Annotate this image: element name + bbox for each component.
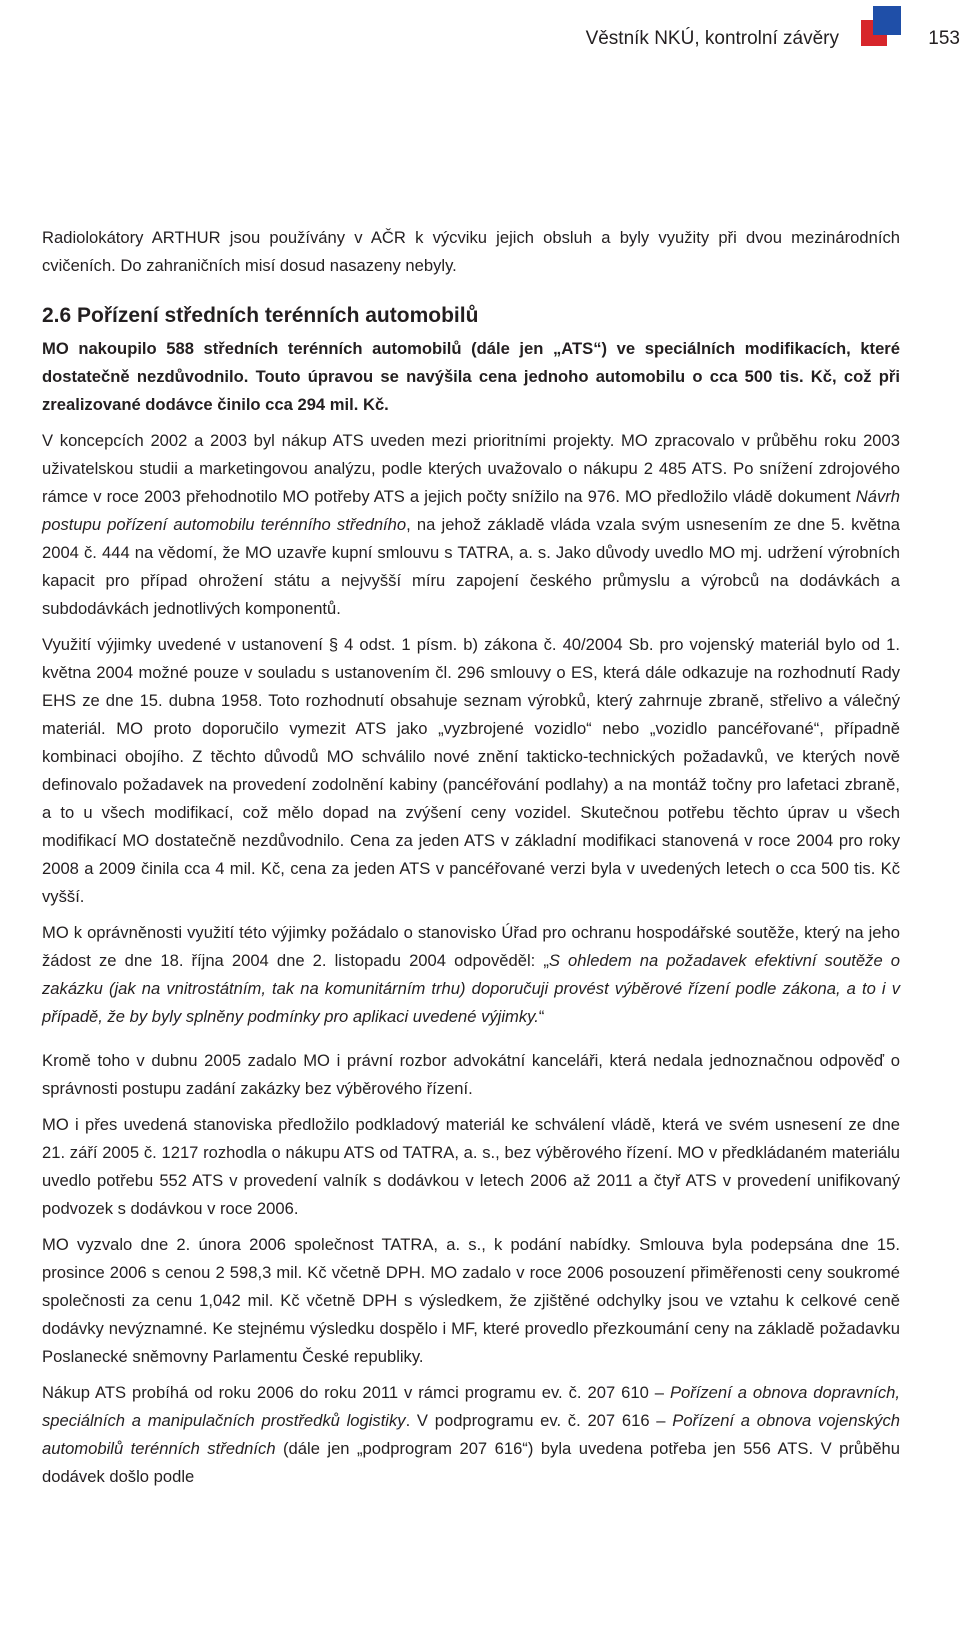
summary-paragraph: MO nakoupilo 588 středních terénních automobilů (dále jen „ATS“) ve speciálních modifikacích, které dostatečně nezdůvodnilo. Touto úpravou se navýšila cena jednoho automobilu o cca 500 tis. Kč, což při zrealizované dodávce činilo cca 294 mil. Kč. — [42, 339, 900, 414]
text-run: . V podprogramu ev. č. 207 616 – — [405, 1411, 673, 1430]
main-content — [42, 224, 900, 1499]
text-run: V koncepcích 2002 a 2003 byl nákup ATS uveden mezi prioritními projekty. MO zpracovalo v průběhu roku 2003 uživatelskou studii a marketingovou analýzu, podle kterých uvažovalo o nákupu 2 485 ATS. Po snížení zdrojového rámce v roce 2003 přehodnotilo MO potřeby ATS a jejich počty snížilo na 976. MO předložilo vládě dokument — [42, 431, 900, 506]
paragraph-program — [42, 1379, 900, 1491]
subprogram-name-italic: Pořízení a obnova vojenských automobilů terénních středních — [42, 1411, 900, 1458]
quote-italic: S ohledem na požadavek efektivní soutěže o zakázku (jak na vnitrostátním, tak na komunitárním trhu) doporučuji provést výběrové řízení podle zákona, a to i v případě, že by byly splněny podmínky pro aplikaci uvedené výjimky. — [42, 951, 900, 1026]
page-header — [0, 0, 960, 80]
paragraph-koncepce — [42, 427, 900, 623]
text-run: MO k oprávněnosti využití této výjimky požádalo o stanovisko Úřad pro ochranu hospodářské soutěže, který na jeho žádost ze dne 18. října 2004 dne 2. listopadu 2004 odpověděl: „ — [42, 923, 900, 970]
paragraph-arthur: Radiolokátory ARTHUR jsou používány v AČR k výcviku jejich obsluh a byly využity při dvou mezinárodních cvičeních. Do zahraničních misí dosud nasazeny nebyly. — [42, 228, 900, 275]
text-run: Nákup ATS probíhá od roku 2006 do roku 2011 v rámci programu ev. č. 207 610 – — [42, 1383, 670, 1402]
program-name-italic: Pořízení a obnova dopravních, speciálních a manipulačních prostředků logistiky — [42, 1383, 900, 1430]
nku-logo-icon — [861, 6, 901, 48]
page-number: 153 — [928, 28, 960, 49]
paragraph-usneseni: MO i přes uvedená stanoviska předložilo podkladový materiál ke schválení vládě, která ve svém usnesení ze dne 21. září 2005 č. 1217 rozhodla o nákupu ATS od TATRA, a. s., bez výběrového řízení. MO v předkládaném materiálu uvedlo potřebu 552 ATS v provedení valník s dodávkou v letech 2006 až 2011 a čtyř ATS v provedení unifikovaný podvozek s dodávkou v roce 2006. — [42, 1115, 900, 1218]
paragraph-smlouva: MO vyzvalo dne 2. února 2006 společnost TATRA, a. s., k podání nabídky. Smlouva byla podepsána dne 15. prosince 2006 s cenou 2 598,3 mil. Kč včetně DPH. MO zadalo v roce 2006 posouzení přiměřenosti ceny soukromé společnosti za cenu 1,042 mil. Kč včetně DPH s výsledkem, že zjištěné odchylky jsou ve vztahu k celkové ceně dodávky nevýznamné. Ke stejnému výsledku dospělo i MF, které provedlo přezkoumání ceny na základě požadavku Poslanecké sněmovny Parlamentu České republiky. — [42, 1235, 900, 1366]
paragraph-pravni-rozbor: Kromě toho v dubnu 2005 zadalo MO i právní rozbor advokátní kanceláři, která nedala jednoznačnou odpověď o správnosti postupu zadání zakázky bez výběrového řízení. — [42, 1051, 900, 1098]
running-title: Věstník NKÚ, kontrolní závěry — [585, 28, 839, 49]
document-title-italic: Návrh postupu pořízení automobilu terénního středního — [42, 487, 900, 534]
section-heading: 2.6 Pořízení středních terénních automobilů — [42, 304, 479, 327]
text-run: “ — [538, 1007, 545, 1026]
text-run: (dále jen „podprogram 207 616“) byla uvedena potřeba jen 556 ATS. V průběhu dodávek došlo podle — [42, 1439, 900, 1486]
text-run: , na jehož základě vláda vzala svým usnesením ze dne 5. května 2004 č. 444 na vědomí, že MO uzavře kupní smlouvu s TATRA, a. s. Jako důvody uvedlo MO mj. udržení výrobních kapacit pro případ ohrožení státu a nejvyšší míru zapojení českého průmyslu a výrobců na dodávkách a subdodávkách jednotlivých komponentů. — [42, 515, 900, 618]
logo-blue-square — [873, 6, 901, 35]
paragraph-vyjimka: Využití výjimky uvedené v ustanovení § 4 odst. 1 písm. b) zákona č. 40/2004 Sb. pro vojenský materiál bylo od 1. května 2004 možné pouze v souladu s ustanovením čl. 296 smlouvy o ES, která dále odkazuje na rozhodnutí Rady EHS ze dne 15. dubna 1958. Toto rozhodnutí obsahuje seznam výrobků, který zahrnuje zbraně, střelivo a válečný materiál. MO proto doporučilo vymezit ATS jako „vyzbrojené vozidlo“ nebo „vozidlo pancéřované“, případně kombinaci obojího. Z těchto důvodů MO schválilo nové znění takticko-technických požadavků, ve kterých nově definovalo požadavek na provedení zodolnění kabiny (pancéřování podlahy) a na montáž točny pro lafetaci zbraně, a to u všech modifikací, což mělo dopad na zvýšení ceny vozidel. Skutečnou potřebu těchto úprav u všech modifikací MO dostatečně nezdůvodnilo. Cena za jeden ATS v základní modifikaci stanovená v roce 2004 pro roky 2008 a 2009 činila cca 4 mil. Kč, cena za jeden ATS v pancéřované verzi byla v uvedených letech o cca 500 tis. Kč vyšší. — [42, 635, 900, 906]
paragraph-stanovisko — [42, 919, 900, 1031]
